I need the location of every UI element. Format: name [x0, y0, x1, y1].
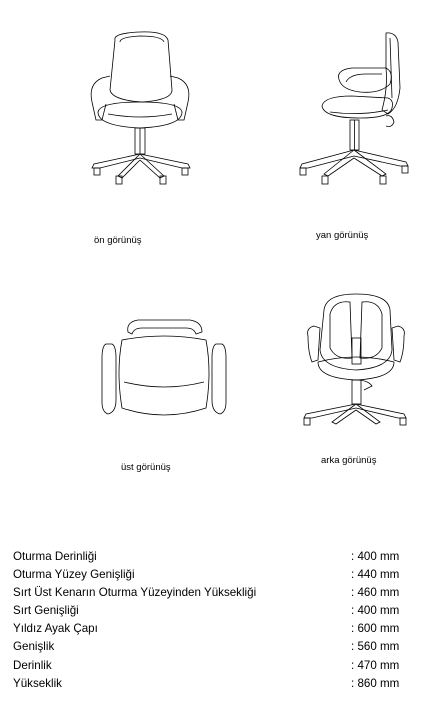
- spec-row: [13, 620, 409, 638]
- spec-value: : 400 mm: [351, 550, 400, 563]
- spec-row: [13, 638, 409, 656]
- spec-label: Oturma Derinliği: [13, 550, 97, 563]
- spec-row: [13, 602, 409, 620]
- spec-table: [13, 548, 409, 693]
- spec-value: : 600 mm: [351, 622, 400, 636]
- spec-label: Derinlik: [13, 658, 52, 672]
- front-view-caption: ön görünüş: [94, 235, 142, 246]
- front-view-drawing: [80, 28, 210, 188]
- top-view-drawing: [98, 312, 230, 434]
- spec-value: : 440 mm: [351, 568, 400, 582]
- back-view-drawing: [292, 288, 422, 430]
- spec-row: [13, 548, 409, 566]
- spec-value: : 470 mm: [351, 658, 400, 672]
- spec-row: [13, 566, 409, 584]
- spec-label: Oturma Yüzey Genişliği: [13, 568, 135, 582]
- top-view-caption: üst görünüş: [121, 462, 171, 473]
- spec-row: [13, 675, 409, 693]
- spec-value: : 860 mm: [351, 676, 400, 690]
- spec-label: Genişlik: [13, 640, 55, 654]
- spec-value: : 560 mm: [351, 640, 400, 654]
- spec-label: Sırt Genişliği: [13, 604, 79, 618]
- side-view-caption: yan görünüş: [316, 230, 369, 241]
- spec-row: [13, 657, 409, 675]
- back-view-caption: arka görünüş: [321, 455, 377, 466]
- spec-value: : 460 mm: [351, 586, 400, 600]
- spec-label: Yıldız Ayak Çapı: [13, 622, 98, 636]
- spec-label: Yükseklik: [13, 676, 62, 690]
- side-view-drawing: [290, 28, 420, 188]
- spec-label: Sırt Üst Kenarın Oturma Yüzeyinden Yüksekliği: [13, 586, 257, 600]
- spec-row: [13, 584, 409, 602]
- spec-value: : 400 mm: [351, 604, 400, 618]
